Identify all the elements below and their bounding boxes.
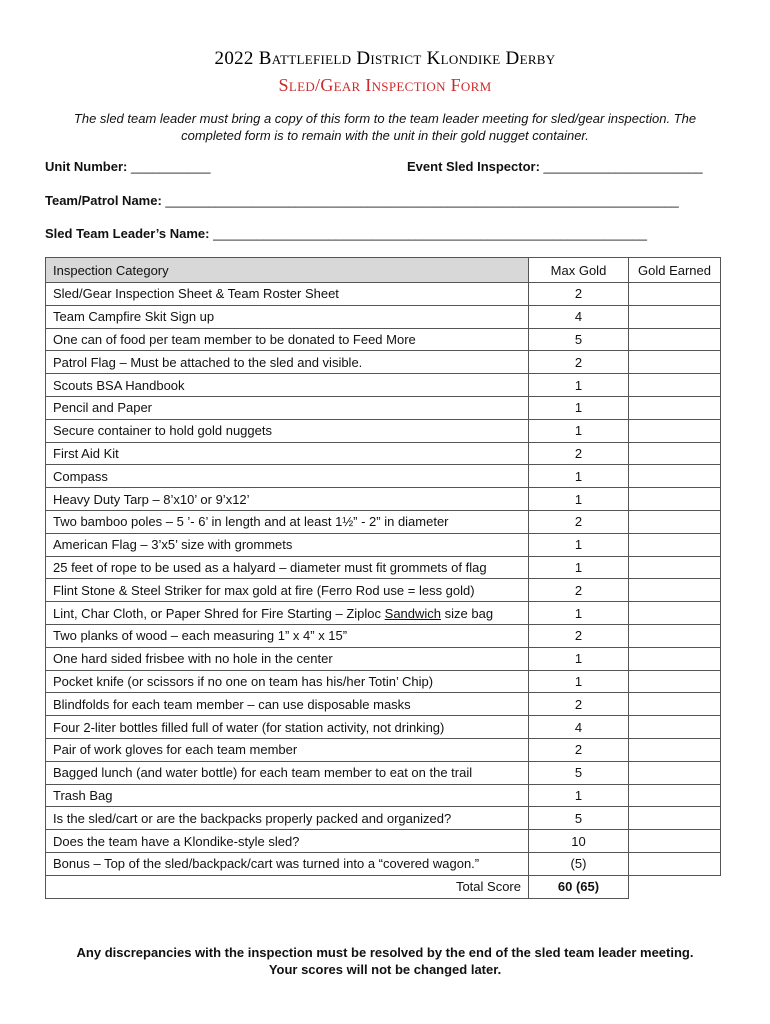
gold-earned-cell[interactable] — [629, 852, 721, 875]
table-row — [46, 579, 721, 602]
max-gold-cell: 4 — [529, 716, 629, 739]
table-row — [46, 761, 721, 784]
category-text: Lint, Char Cloth, or Paper Shred for Fire Starting – Ziploc — [53, 605, 385, 621]
table-body — [46, 283, 721, 876]
gold-earned-cell[interactable] — [629, 670, 721, 693]
table-row — [46, 602, 721, 625]
gold-earned-cell[interactable] — [629, 510, 721, 533]
inspection-category-cell: Heavy Duty Tarp – 8’x10’ or 9’x12’ — [46, 488, 529, 511]
total-score-label: Total Score — [46, 875, 529, 898]
table-row — [46, 419, 721, 442]
table-row — [46, 624, 721, 647]
unit-number-label: Unit Number: — [45, 159, 128, 174]
table-row — [46, 305, 721, 328]
inspection-category-cell: Four 2-liter bottles filled full of water (for station activity, not drinking) — [46, 716, 529, 739]
form-title: 2022 Battlefield District Klondike Derby — [214, 48, 556, 69]
table-row — [46, 738, 721, 761]
table-row — [46, 396, 721, 419]
team-name-field[interactable] — [45, 193, 679, 208]
max-gold-cell: 2 — [529, 624, 629, 647]
gold-earned-cell[interactable] — [629, 305, 721, 328]
gold-earned-cell[interactable] — [629, 693, 721, 716]
gold-earned-cell[interactable] — [629, 647, 721, 670]
footer-line-2: Your scores will not be changed later. — [268, 962, 502, 977]
inspection-category-cell: Two planks of wood – each measuring 1” x 4” x 15” — [46, 624, 529, 647]
gold-earned-cell[interactable] — [629, 351, 721, 374]
gold-earned-cell[interactable] — [629, 419, 721, 442]
intro-text: The sled team leader must bring a copy of this form to the team leader meeting for sled/gear inspection. The completed form is to remain with the unit in their gold nugget container. — [73, 111, 697, 143]
gold-earned-cell[interactable] — [629, 396, 721, 419]
gold-earned-cell[interactable] — [629, 328, 721, 351]
gold-earned-cell[interactable] — [629, 761, 721, 784]
table-header-row — [46, 258, 721, 283]
inspection-category-cell: Bagged lunch (and water bottle) for each team member to eat on the trail — [46, 761, 529, 784]
event-inspector-label: Event Sled Inspector: — [407, 159, 540, 174]
gold-earned-cell[interactable] — [629, 738, 721, 761]
max-gold-cell: 1 — [529, 488, 629, 511]
total-score-value: 60 (65) — [529, 875, 629, 898]
gold-earned-cell[interactable] — [629, 556, 721, 579]
max-gold-cell: 2 — [529, 738, 629, 761]
inspection-category-cell: One hard sided frisbee with no hole in the center — [46, 647, 529, 670]
max-gold-cell: (5) — [529, 852, 629, 875]
max-gold-cell: 1 — [529, 647, 629, 670]
inspection-category-cell: American Flag – 3’x5’ size with grommets — [46, 533, 529, 556]
max-gold-cell: 1 — [529, 784, 629, 807]
inspection-category-cell: Two bamboo poles – 5 ’- 6’ in length and at least 1½” - 2” in diameter — [46, 510, 529, 533]
gold-earned-cell[interactable] — [629, 488, 721, 511]
inspection-category-cell: Compass — [46, 465, 529, 488]
max-gold-cell: 2 — [529, 351, 629, 374]
gold-earned-cell[interactable] — [629, 830, 721, 853]
max-gold-cell: 5 — [529, 761, 629, 784]
footer-line-1: Any discrepancies with the inspection must be resolved by the end of the sled team leader meeting. — [76, 945, 694, 960]
gold-earned-cell[interactable] — [629, 283, 721, 306]
max-gold-cell: 1 — [529, 396, 629, 419]
max-gold-cell: 2 — [529, 442, 629, 465]
max-gold-cell: 1 — [529, 533, 629, 556]
footer-note — [40, 944, 730, 978]
max-gold-cell: 2 — [529, 510, 629, 533]
table-row — [46, 647, 721, 670]
inspection-category-cell: Blindfolds for each team member – can use disposable masks — [46, 693, 529, 716]
inspection-category-cell — [46, 602, 529, 625]
table-row — [46, 442, 721, 465]
inspection-category-cell: 25 feet of rope to be used as a halyard – diameter must fit grommets of flag — [46, 556, 529, 579]
table-row — [46, 807, 721, 830]
table-row — [46, 465, 721, 488]
max-gold-cell: 1 — [529, 465, 629, 488]
inspection-category-cell: Trash Bag — [46, 784, 529, 807]
inspection-category-cell: Flint Stone & Steel Striker for max gold at fire (Ferro Rod use = less gold) — [46, 579, 529, 602]
table-row — [46, 830, 721, 853]
inspection-category-cell: Bonus – Top of the sled/backpack/cart was turned into a “covered wagon.” — [46, 852, 529, 875]
gold-earned-cell[interactable] — [629, 784, 721, 807]
total-row — [46, 875, 721, 898]
max-gold-cell: 2 — [529, 693, 629, 716]
table-row — [46, 351, 721, 374]
leader-name-label: Sled Team Leader’s Name: — [45, 226, 210, 241]
event-inspector-blank[interactable]: ______________________ — [543, 159, 703, 174]
max-gold-cell: 4 — [529, 305, 629, 328]
category-underlined-text: Sandwich — [384, 605, 442, 621]
unit-number-blank[interactable]: ___________ — [130, 159, 211, 174]
header-inspection-category: Inspection Category — [46, 258, 529, 283]
max-gold-cell: 1 — [529, 670, 629, 693]
inspection-category-cell: Secure container to hold gold nuggets — [46, 419, 529, 442]
max-gold-cell: 1 — [529, 602, 629, 625]
gold-earned-cell[interactable] — [629, 533, 721, 556]
gold-earned-cell[interactable] — [629, 807, 721, 830]
gold-earned-cell[interactable] — [629, 442, 721, 465]
max-gold-cell: 1 — [529, 556, 629, 579]
header-max-gold: Max Gold — [529, 258, 629, 283]
inspection-category-cell: Scouts BSA Handbook — [46, 374, 529, 397]
max-gold-cell: 2 — [529, 283, 629, 306]
max-gold-cell: 5 — [529, 328, 629, 351]
max-gold-cell: 1 — [529, 419, 629, 442]
table-row — [46, 693, 721, 716]
table-row — [46, 556, 721, 579]
gold-earned-cell[interactable] — [629, 579, 721, 602]
max-gold-cell: 1 — [529, 374, 629, 397]
inspection-category-cell: Sled/Gear Inspection Sheet & Team Roster Sheet — [46, 283, 529, 306]
inspection-category-cell: Pocket knife (or scissors if no one on team has his/her Totin’ Chip) — [46, 670, 529, 693]
event-inspector-field[interactable] — [407, 159, 703, 174]
category-text: size bag — [441, 605, 494, 621]
table-row — [46, 852, 721, 875]
table-row — [46, 374, 721, 397]
team-name-blank[interactable]: _______________________________________________________________________ — [165, 193, 679, 208]
gold-earned-cell[interactable] — [629, 374, 721, 397]
table-row — [46, 488, 721, 511]
table-row — [46, 510, 721, 533]
table-row — [46, 283, 721, 306]
inspection-table — [45, 257, 721, 899]
inspection-category-cell: Patrol Flag – Must be attached to the sled and visible. — [46, 351, 529, 374]
table-row — [46, 328, 721, 351]
table-row — [46, 784, 721, 807]
inspection-category-cell: Pencil and Paper — [46, 396, 529, 419]
inspection-category-cell: Pair of work gloves for each team member — [46, 738, 529, 761]
leader-name-field[interactable] — [45, 226, 647, 241]
gold-earned-cell[interactable] — [629, 716, 721, 739]
header-gold-earned: Gold Earned — [629, 258, 721, 283]
gold-earned-cell[interactable] — [629, 602, 721, 625]
leader-name-blank[interactable]: ____________________________________________________________ — [213, 226, 647, 241]
inspection-category-cell: Does the team have a Klondike-style sled? — [46, 830, 529, 853]
table-row — [46, 533, 721, 556]
inspection-category-cell: Is the sled/cart or are the backpacks properly packed and organized? — [46, 807, 529, 830]
max-gold-cell: 5 — [529, 807, 629, 830]
table-row — [46, 716, 721, 739]
max-gold-cell: 10 — [529, 830, 629, 853]
max-gold-cell: 2 — [529, 579, 629, 602]
table-row — [46, 670, 721, 693]
unit-number-field[interactable] — [45, 159, 211, 174]
gold-earned-cell[interactable] — [629, 624, 721, 647]
total-score-empty — [629, 875, 721, 898]
form-subtitle: Sled/Gear Inspection Form — [278, 75, 492, 95]
team-name-label: Team/Patrol Name: — [45, 193, 162, 208]
inspection-category-cell: First Aid Kit — [46, 442, 529, 465]
inspection-category-cell: One can of food per team member to be donated to Feed More — [46, 328, 529, 351]
gold-earned-cell[interactable] — [629, 465, 721, 488]
inspection-category-cell: Team Campfire Skit Sign up — [46, 305, 529, 328]
